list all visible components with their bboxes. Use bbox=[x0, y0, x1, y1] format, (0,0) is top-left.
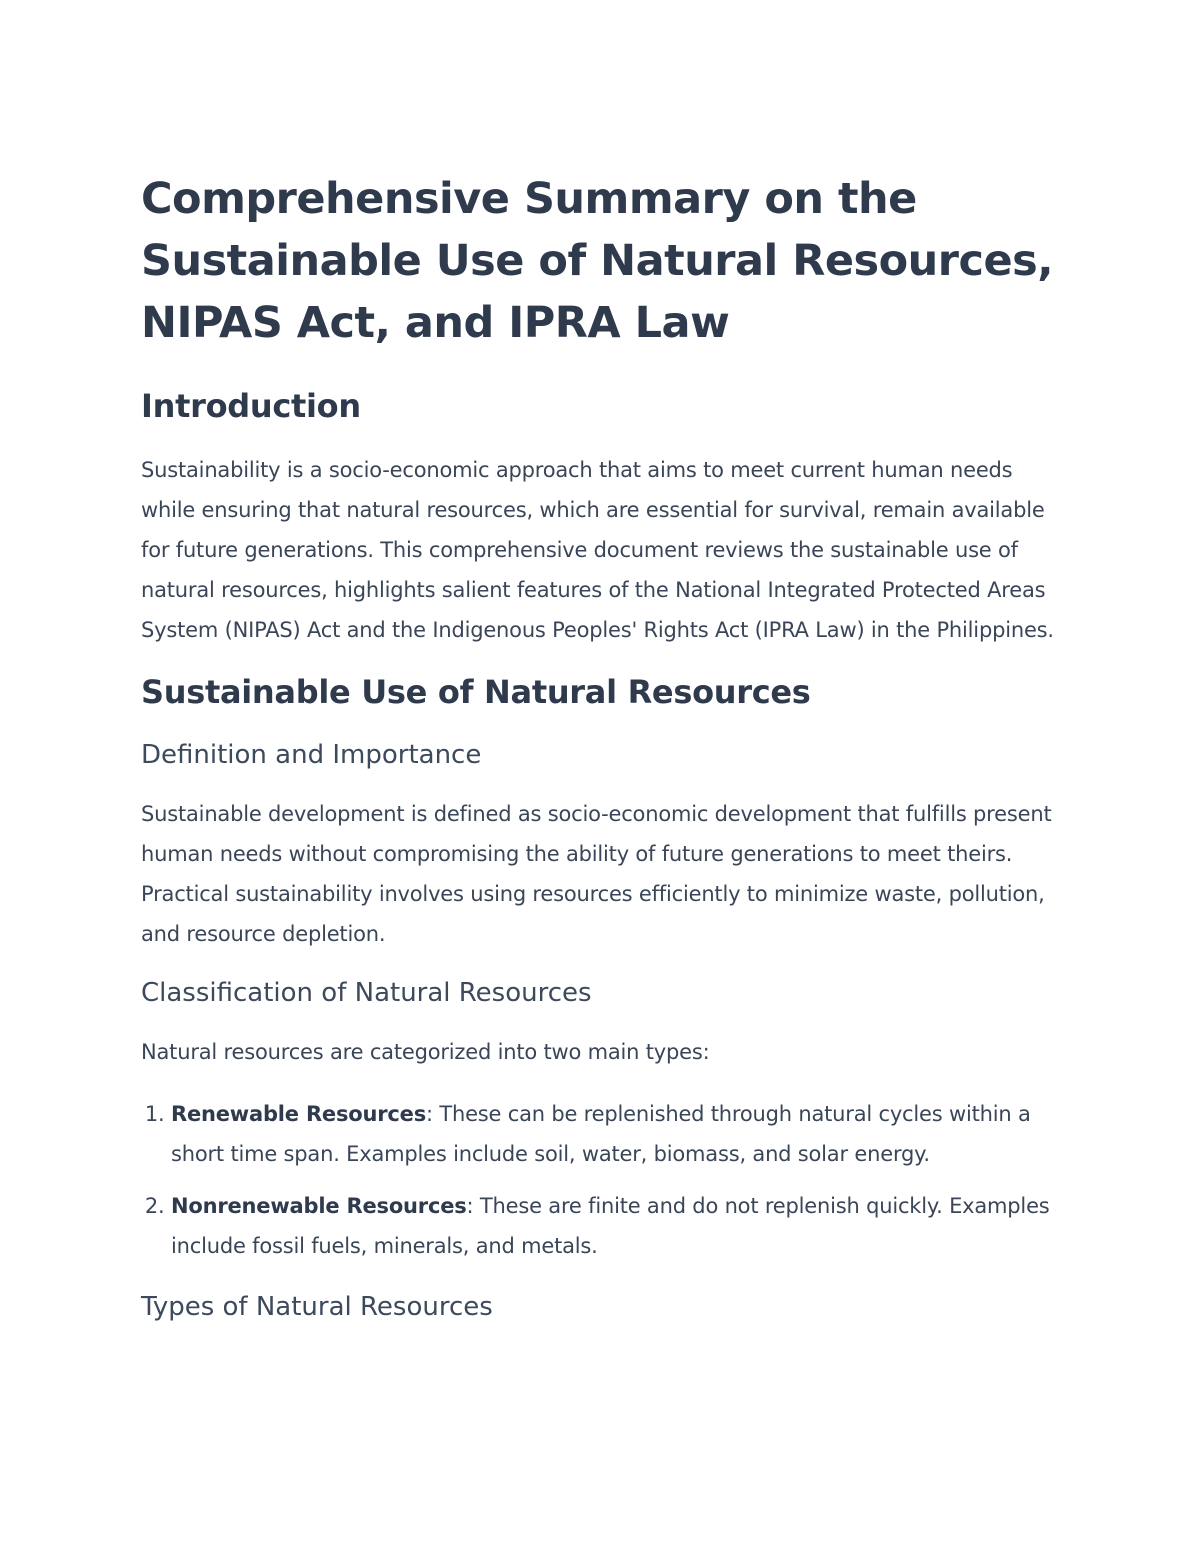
list-item-nonrenewable bbox=[171, 1186, 1066, 1266]
classification-intro: Natural resources are categorized into two main types: bbox=[141, 1040, 710, 1064]
classification-heading: Classification of Natural Resources bbox=[141, 978, 592, 1008]
list-item-text: : These are finite and do not replenish quickly. Examples include fossil fuels, minerals, and metals. bbox=[171, 1194, 1050, 1258]
list-item-text: : These can be replenished through natural cycles within a short time span. Examples include soil, water, biomass, and solar energy. bbox=[171, 1102, 1031, 1166]
list-item-renewable bbox=[171, 1094, 1066, 1174]
list-item-term: Nonrenewable Resources bbox=[171, 1194, 467, 1218]
definition-heading: Definition and Importance bbox=[141, 740, 482, 770]
document-title: Comprehensive Summary on the Sustainable Use of Natural Resources, NIPAS Act, and IPRA Law bbox=[141, 174, 1054, 348]
list-item-term: Renewable Resources bbox=[171, 1102, 426, 1126]
definition-paragraph: Sustainable development is defined as socio-economic development that fulfills present human needs without compromising the ability of future generations to meet theirs. Practical sustainability involves using resources efficiently to minimize waste, pollution, and resource depletion. bbox=[141, 802, 1052, 946]
document-page bbox=[141, 168, 1066, 1346]
classification-list bbox=[141, 1094, 1066, 1266]
sustainable-use-heading: Sustainable Use of Natural Resources bbox=[141, 673, 811, 711]
introduction-paragraph: Sustainability is a socio-economic approach that aims to meet current human needs while ensuring that natural resources, which are essential for survival, remain available for future generations. This comprehensive document reviews the sustainable use of natural resources, highlights salient features of the National Integrated Protected Areas System (NIPAS) Act and the Indigenous Peoples' Rights Act (IPRA Law) in the Philippines. bbox=[141, 458, 1054, 642]
introduction-heading: Introduction bbox=[141, 387, 361, 425]
types-heading: Types of Natural Resources bbox=[141, 1292, 493, 1322]
